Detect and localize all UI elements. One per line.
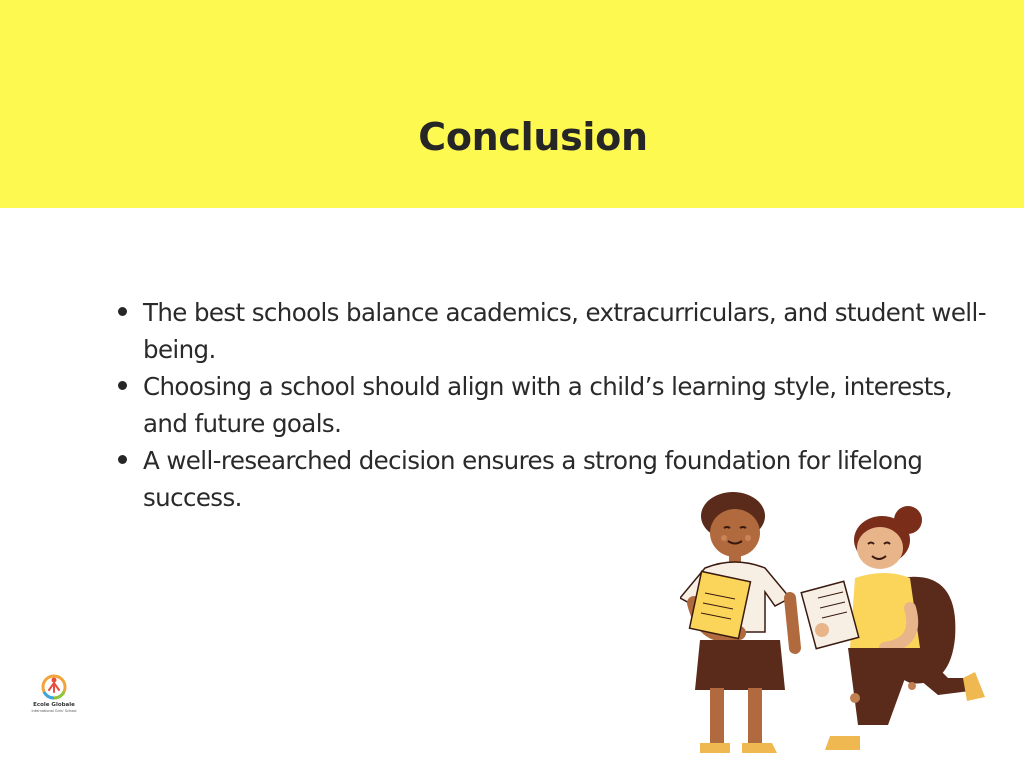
right-student-figure — [801, 506, 985, 750]
bullet-list — [116, 294, 986, 516]
bullet-text: Choosing a school should align with a child’s learning style, interests, and future goals. — [143, 372, 953, 438]
bullet-item — [116, 294, 986, 368]
bullet-dot-icon — [118, 455, 127, 464]
logo-name: Ecole Globale — [33, 702, 75, 708]
bullet-item — [116, 368, 986, 442]
bullet-text: The best schools balance academics, extracurriculars, and student well-being. — [143, 298, 986, 364]
title-banner — [0, 0, 1024, 208]
two-students-illustration-icon — [680, 488, 990, 758]
slide-title: Conclusion — [418, 115, 648, 159]
logo-tagline: International Girls' School — [31, 709, 77, 713]
bullet-dot-icon — [118, 381, 127, 390]
bullet-dot-icon — [118, 307, 127, 316]
left-student-figure — [680, 492, 795, 753]
bullet-text: A well-researched decision ensures a strong foundation for lifelong success. — [143, 446, 923, 512]
